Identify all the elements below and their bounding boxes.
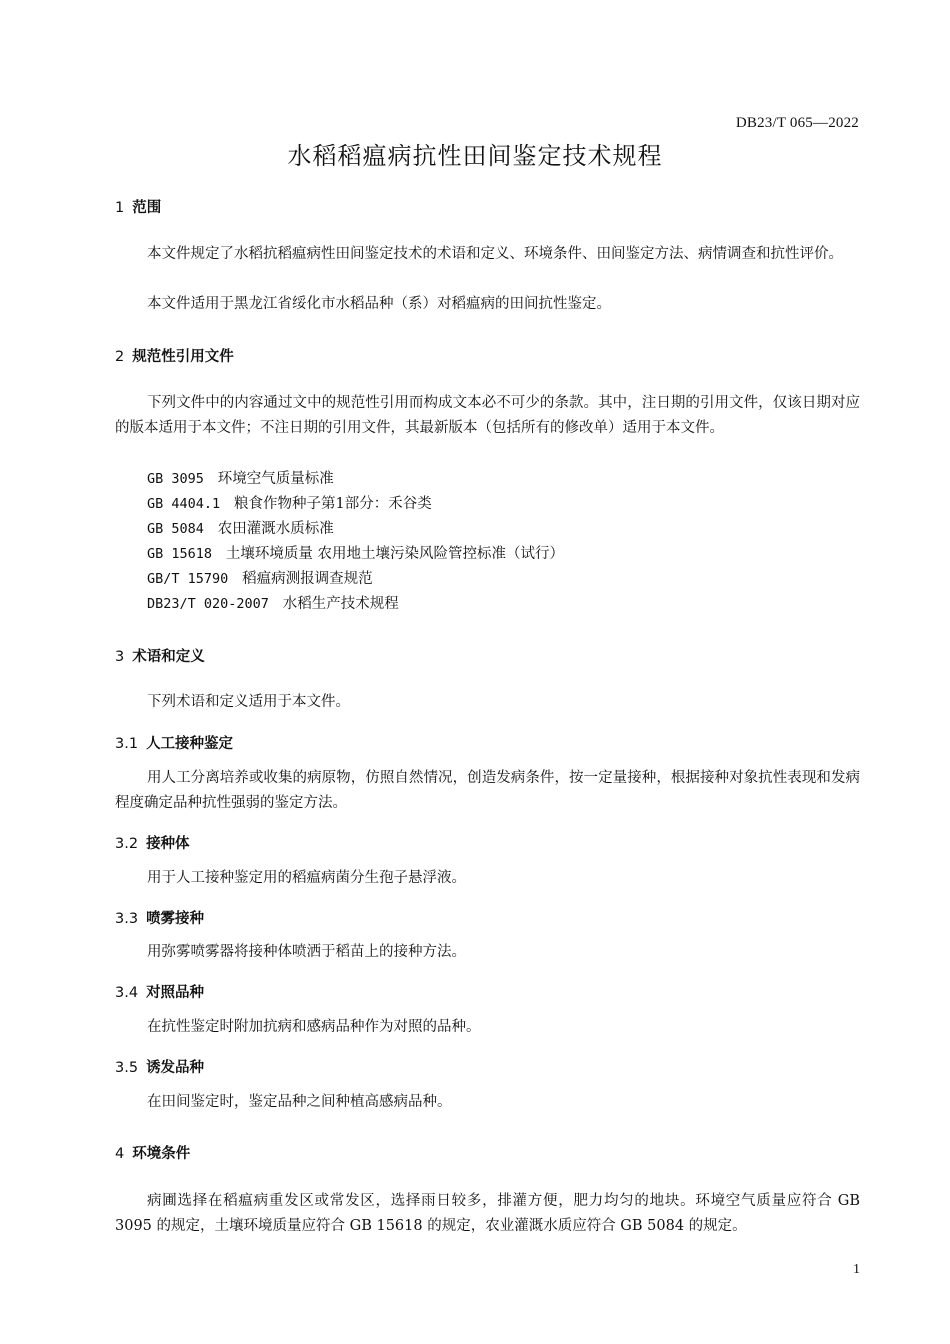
term-heading (115, 981, 204, 1002)
reference-item (147, 542, 564, 563)
section-number: 1 (115, 200, 125, 216)
document-code: DB23/T 065—2022 (735, 115, 859, 131)
section-number: 4 (115, 1146, 125, 1162)
reference-code: GB/T 15790 (147, 571, 229, 587)
term-heading (115, 732, 233, 753)
section-heading-terms (115, 645, 205, 666)
term-title: 接种体 (146, 836, 190, 852)
reference-name: 水稻生产技术规程 (282, 596, 399, 612)
reference-code: GB 15618 (147, 546, 213, 562)
section-number: 3 (115, 649, 125, 665)
references-intro-paragraph: 下列文件中的内容通过文中的规范性引用而构成文本必不可少的条款。其中，注日期的引用文件，仅该日期对应的版本适用于本文件；不注日期的引用文件，其最新版本（包括所有的修改单）适用于本文件。 (115, 395, 860, 436)
section-title: 环境条件 (132, 1146, 191, 1162)
reference-code: GB 5084 (147, 521, 204, 537)
section-heading-environment (115, 1142, 190, 1163)
section-title: 范围 (132, 200, 162, 216)
reference-item (147, 492, 432, 513)
section-heading-scope (115, 196, 161, 217)
term-title: 诱发品种 (146, 1060, 205, 1076)
reference-name: 环境空气质量标准 (217, 471, 334, 487)
reference-item (147, 517, 334, 538)
reference-item (147, 567, 373, 588)
document-title: 水稻稻瘟病抗性田间鉴定技术规程 (287, 142, 663, 170)
section-title: 术语和定义 (132, 649, 205, 665)
term-heading (115, 1056, 204, 1077)
terms-intro-paragraph: 下列术语和定义适用于本文件。 (147, 694, 350, 710)
term-title: 喷雾接种 (146, 911, 205, 927)
term-heading (115, 832, 190, 853)
page-number: 1 (853, 1262, 860, 1277)
term-definition: 在田间鉴定时，鉴定品种之间种植高感病品种。 (147, 1094, 452, 1110)
term-heading (115, 907, 204, 928)
reference-name: 土壤环境质量 农用地土壤污染风险管控标准（试行） (225, 546, 564, 562)
reference-code: GB 4404.1 (147, 496, 221, 512)
term-number: 3.2 (115, 836, 139, 852)
reference-name: 粮食作物种子第1部分：禾谷类 (233, 496, 432, 512)
reference-code: GB 3095 (147, 471, 204, 487)
term-number: 3.1 (115, 736, 139, 752)
term-definition: 用人工分离培养或收集的病原物，仿照自然情况，创造发病条件，按一定量接种，根据接种对象抗性表现和发病程度确定品种抗性强弱的鉴定方法。 (115, 770, 860, 811)
term-number: 3.3 (115, 911, 139, 927)
term-title: 对照品种 (146, 985, 205, 1001)
environment-paragraph: 病圃选择在稻瘟病重发区或常发区，选择雨日较多，排灌方便，肥力均匀的地块。环境空气质量应符合 GB 3095 的规定，土壤环境质量应符合 GB 15618 的规定，农业灌溉水质应符合 GB 5084 的规定。 (115, 1193, 860, 1234)
term-definition: 用弥雾喷雾器将接种体喷洒于稻苗上的接种方法。 (147, 944, 466, 960)
term-number: 3.4 (115, 985, 139, 1001)
section-title: 规范性引用文件 (132, 349, 234, 365)
reference-name: 农田灌溉水质标准 (217, 521, 334, 537)
section-heading-normative-references (115, 345, 234, 366)
scope-paragraph-1: 本文件规定了水稻抗稻瘟病性田间鉴定技术的术语和定义、环境条件、田间鉴定方法、病情调查和抗性评价。 (147, 246, 843, 262)
term-definition: 在抗性鉴定时附加抗病和感病品种作为对照的品种。 (147, 1019, 481, 1035)
term-title: 人工接种鉴定 (146, 736, 234, 752)
reference-name: 稻瘟病测报调查规范 (242, 571, 373, 587)
reference-code: DB23/T 020-2007 (147, 596, 269, 612)
term-number: 3.5 (115, 1060, 139, 1076)
term-definition: 用于人工接种鉴定用的稻瘟病菌分生孢子悬浮液。 (147, 870, 466, 886)
scope-paragraph-2: 本文件适用于黑龙江省绥化市水稻品种（系）对稻瘟病的田间抗性鉴定。 (147, 296, 611, 312)
section-number: 2 (115, 349, 125, 365)
reference-item (147, 592, 399, 613)
reference-item (147, 467, 334, 488)
